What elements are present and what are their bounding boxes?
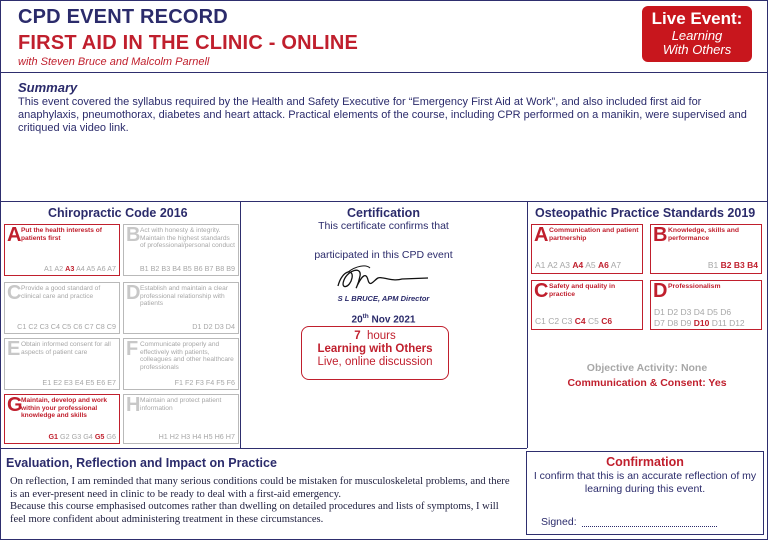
code-a6: A6 <box>597 260 609 270</box>
standard-codes <box>708 260 758 270</box>
hours-value: 7 <box>354 330 361 342</box>
code-d8: D8 <box>667 318 679 328</box>
code-a3: A3 <box>65 264 75 273</box>
divider-header <box>0 72 768 73</box>
code-a4: A4 <box>572 260 584 270</box>
code-e1: E1 <box>42 378 52 387</box>
code-b4: B4 <box>747 260 758 270</box>
evaluation-heading: Evaluation, Reflection and Impact on Practice <box>6 456 277 470</box>
code-c1: C1 <box>17 322 27 331</box>
code-g3: G3 <box>71 432 82 441</box>
code-a2: A2 <box>547 260 558 270</box>
code-c5: C5 <box>61 322 72 331</box>
standard-codes <box>44 264 116 273</box>
code-c4: C4 <box>574 316 586 326</box>
chiro-standard-h <box>123 394 239 444</box>
standard-letter: B <box>653 224 668 246</box>
standard-description: Maintain and protect patient information <box>140 397 222 412</box>
objective-activity: Objective Activity: None <box>586 362 708 374</box>
standard-description: Communication and patient partnership <box>549 227 639 242</box>
code-c9: C9 <box>106 322 116 331</box>
standard-codes <box>654 318 745 328</box>
signed-label: Signed: <box>541 516 577 528</box>
code-b1: B1 <box>707 260 719 270</box>
code-d7: D7 <box>654 318 665 328</box>
code-e4: E4 <box>74 378 84 387</box>
standard-description: Put the health interests of patients first <box>21 227 102 242</box>
code-f1: F1 <box>174 378 184 387</box>
standard-codes <box>140 264 235 273</box>
evaluation-paragraph: Because this course emphasised outcomes rather than dwelling on detailed procedures and lists of symptoms, I will feel more confident about administering treatment in these circumstances. <box>10 501 499 525</box>
standard-codes <box>42 378 116 387</box>
code-c2: C2 <box>548 316 560 326</box>
confirmation-heading: Confirmation <box>606 455 684 469</box>
code-c7: C7 <box>84 322 94 331</box>
code-d12: D12 <box>729 318 745 328</box>
code-a7: A7 <box>610 260 622 270</box>
code-d1: D1 <box>192 322 202 331</box>
certification-line2: participated in this CPD event <box>314 249 453 261</box>
osteo-title: Osteopathic Practice Standards 2019 <box>535 206 756 220</box>
code-b7: B7 <box>204 264 214 273</box>
code-e5: E5 <box>85 378 95 387</box>
code-a4: A4 <box>75 264 85 273</box>
chiro-standard-d <box>123 282 239 334</box>
communication-consent: Communication & Consent: Yes <box>567 377 727 389</box>
code-c4: C4 <box>50 322 60 331</box>
standard-letter: D <box>653 280 668 302</box>
confirmation-box <box>526 451 764 535</box>
code-h7: H7 <box>225 432 235 441</box>
code-a2: A2 <box>54 264 64 273</box>
code-c3: C3 <box>561 316 573 326</box>
standard-codes <box>192 322 235 331</box>
standard-codes <box>159 432 235 441</box>
live-badge-line3: With Others <box>662 42 732 57</box>
code-c2: C2 <box>28 322 38 331</box>
code-a1: A1 <box>535 260 546 270</box>
evaluation-text <box>10 476 515 526</box>
code-d6: D6 <box>720 307 732 317</box>
code-e7: E7 <box>107 378 116 387</box>
code-h2: H2 <box>169 432 179 441</box>
date-rest: Nov 2021 <box>368 314 416 326</box>
standard-codes <box>48 432 116 441</box>
code-b5: B5 <box>183 264 192 273</box>
record-eyebrow: CPD EVENT RECORD <box>18 6 228 28</box>
confirmation-text: I confirm that this is an accurate reflection of my learning during this event. <box>533 470 757 495</box>
evaluation-paragraph: On reflection, I am reminded that many serious conditions could be mistaken for musculoskeletal problems, and there is an ever-present need in clinic to be ready to deal with a first-aid emergency. <box>10 476 510 500</box>
standard-letter: H <box>126 394 141 416</box>
standard-letter: A <box>534 224 549 246</box>
standard-letter: C <box>7 282 22 304</box>
standard-description: Provide a good standard of clinical care and practice <box>21 285 101 300</box>
certification-heading: Certification <box>347 206 420 220</box>
standard-description: Establish and maintain a clear professional relationship with patients <box>140 285 228 307</box>
chiro-title: Chiropractic Code 2016 <box>48 206 188 220</box>
code-b1: B1 <box>139 264 149 273</box>
code-d4: D4 <box>225 322 235 331</box>
standard-description: Knowledge, skills and performance <box>668 227 740 242</box>
code-b3: B3 <box>733 260 745 270</box>
standard-description: Maintain, develop and work within your professional knowledge and skills <box>21 397 108 419</box>
code-h4: H4 <box>192 432 202 441</box>
live-badge-line2: Learning <box>671 28 723 43</box>
standard-letter: D <box>126 282 141 304</box>
code-d5: D5 <box>707 307 718 317</box>
code-d4: D4 <box>693 307 705 317</box>
code-b4: B4 <box>172 264 182 273</box>
standard-codes <box>535 260 621 270</box>
standard-description: Professionalism <box>668 283 721 290</box>
chiro-standard-c <box>4 282 120 334</box>
code-d3: D3 <box>680 307 692 317</box>
code-a6: A6 <box>96 264 106 273</box>
standard-letter: C <box>534 280 549 302</box>
code-f3: F3 <box>195 378 204 387</box>
code-b6: B6 <box>193 264 203 273</box>
standard-description: Safety and quality in practice <box>549 283 616 298</box>
code-f4: F4 <box>205 378 215 387</box>
divider-eval <box>0 448 527 449</box>
osteo-standard-d <box>650 280 762 330</box>
chiro-standard-e <box>4 338 120 390</box>
code-h5: H5 <box>203 432 213 441</box>
date-day: 20 <box>351 314 363 326</box>
standard-description: Obtain informed consent for all aspects of patient care <box>21 341 111 356</box>
code-f5: F5 <box>216 378 225 387</box>
chiro-standard-f <box>123 338 239 390</box>
standard-codes <box>175 378 235 387</box>
code-f2: F2 <box>185 378 194 387</box>
code-e6: E6 <box>96 378 106 387</box>
signatory-name: S L BRUCE, APM Director <box>337 294 430 303</box>
code-d1: D1 <box>654 307 665 317</box>
code-a5: A5 <box>585 260 596 270</box>
code-g2: G2 <box>60 432 70 441</box>
event-presenters: with Steven Bruce and Malcolm Parnell <box>18 56 210 68</box>
standard-letter: E <box>7 338 21 360</box>
divider-summary <box>0 201 768 202</box>
code-g6: G6 <box>106 432 116 441</box>
code-c8: C8 <box>95 322 105 331</box>
standard-codes <box>17 322 116 331</box>
code-d9: D9 <box>680 318 692 328</box>
activity-format: Live, online discussion <box>317 356 433 368</box>
signature-icon <box>332 262 432 296</box>
standard-letter: A <box>7 224 22 246</box>
cpd-hours-box <box>301 326 449 380</box>
code-b3: B3 <box>161 264 171 273</box>
code-h6: H6 <box>214 432 224 441</box>
code-b9: B9 <box>226 264 235 273</box>
standard-codes <box>535 316 612 326</box>
code-d2: D2 <box>667 307 679 317</box>
osteo-standard-b <box>650 224 762 274</box>
code-g4: G4 <box>83 432 93 441</box>
chiro-standard-g <box>4 394 120 444</box>
code-h1: H1 <box>158 432 168 441</box>
code-c3: C3 <box>39 322 49 331</box>
code-c6: C6 <box>601 316 613 326</box>
code-a1: A1 <box>43 264 53 273</box>
certificate-date <box>240 313 527 325</box>
event-title: FIRST AID IN THE CLINIC - ONLINE <box>18 32 359 54</box>
standard-codes <box>654 307 731 317</box>
code-c5: C5 <box>588 316 599 326</box>
standard-description: Act with honesty & integrity. Maintain the highest standards of professional/personal conduct <box>140 227 235 249</box>
code-d11: D11 <box>711 318 727 328</box>
code-b8: B8 <box>215 264 225 273</box>
code-f6: F6 <box>226 378 235 387</box>
live-event-badge <box>642 6 752 62</box>
code-e2: E2 <box>53 378 63 387</box>
code-h3: H3 <box>180 432 191 441</box>
standard-letter: B <box>126 224 141 246</box>
hours-unit: hours <box>367 330 396 342</box>
code-a3: A3 <box>559 260 571 270</box>
code-a7: A7 <box>107 264 116 273</box>
standard-description: Communicate properly and effectively with patients, colleagues and other healthcare professionals <box>140 341 234 371</box>
standard-letter: F <box>126 338 139 360</box>
chiro-standard-b <box>123 224 239 276</box>
code-g5: G5 <box>94 432 105 441</box>
signature-field[interactable] <box>582 526 717 527</box>
standard-letter: G <box>7 394 23 416</box>
activity-type: Learning with Others <box>317 343 433 355</box>
code-e3: E3 <box>64 378 73 387</box>
chiro-standard-a <box>4 224 120 276</box>
code-c6: C6 <box>73 322 83 331</box>
summary-text: This event covered the syllabus required by the Health and Safety Executive for “Emergency First Aid at Work”, and also included first aid for anaphylaxis, pneumothorax, diabetes and heart attack. Practical elements of the course, including CPR performed on a manikin, were supervised and critiqued via video link. <box>18 96 747 134</box>
code-b2: B2 <box>720 260 732 270</box>
osteo-standard-c <box>531 280 643 330</box>
summary-heading: Summary <box>18 80 78 95</box>
certification-line1: This certificate confirms that <box>318 220 449 232</box>
code-d10: D10 <box>693 318 710 328</box>
code-d3: D3 <box>214 322 224 331</box>
code-b2: B2 <box>150 264 160 273</box>
code-c1: C1 <box>535 316 546 326</box>
osteo-standard-a <box>531 224 643 274</box>
live-badge-line1: Live Event: <box>651 9 743 28</box>
code-d2: D2 <box>203 322 213 331</box>
code-g1: G1 <box>48 432 59 441</box>
date-suffix: th <box>362 313 369 320</box>
divider-col2 <box>527 201 528 448</box>
cpd-hours <box>302 330 448 342</box>
code-a5: A5 <box>86 264 96 273</box>
